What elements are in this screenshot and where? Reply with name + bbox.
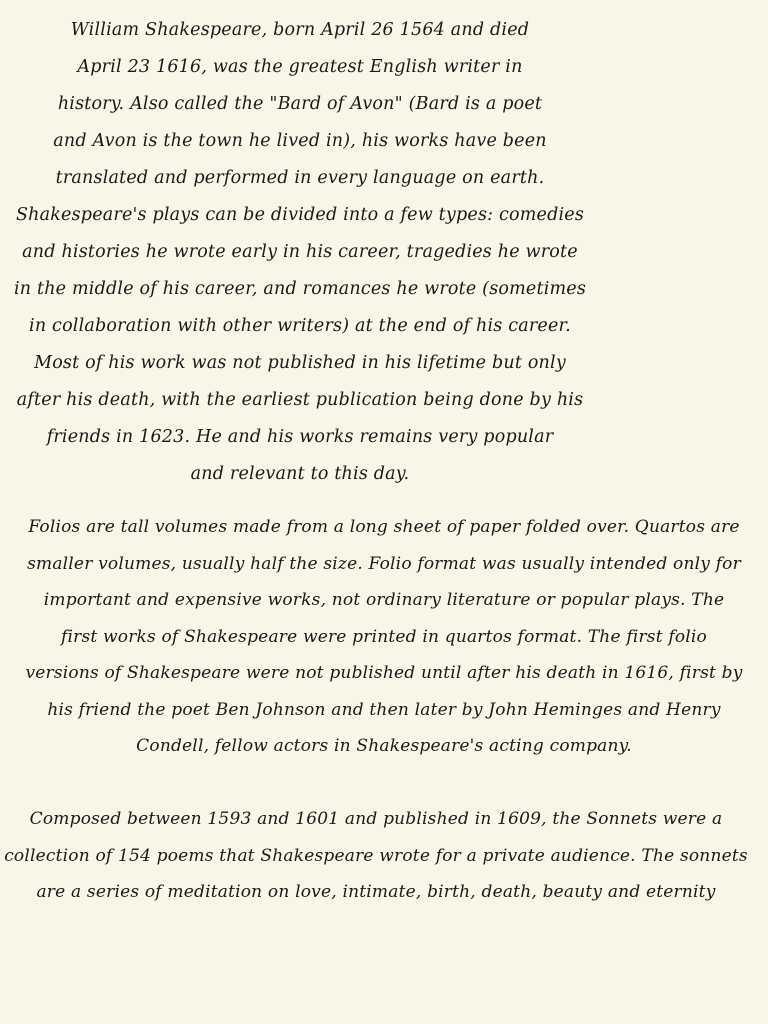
text-line: and histories he wrote early in his career, tragedies he wrote <box>22 242 578 262</box>
text-line: and relevant to this day. <box>190 464 410 484</box>
text-line: Shakespeare's plays can be divided into a few types: comedies <box>15 205 585 225</box>
text-line: first works of Shakespeare were printed in quartos format. The first folio <box>61 626 707 647</box>
paragraph-sonnets <box>0 801 752 911</box>
paragraph-folios-quartos <box>0 509 768 765</box>
text-line: important and expensive works, not ordinary literature or popular plays. The <box>43 590 725 610</box>
text-line: Folios are tall volumes made from a long sheet of paper folded over. Quartos are <box>28 517 740 537</box>
text-line: his friend the poet Ben Johnson and then later by John Heminges and Henry <box>47 699 721 720</box>
text-line: April 23 1616, was the greatest English writer in <box>77 57 523 77</box>
text-line: in collaboration with other writers) at the end of his career. <box>29 316 571 336</box>
text-line: translated and performed in every language on earth. <box>55 168 545 188</box>
text-line: smaller volumes, usually half the size. Folio format was usually intended only for <box>27 553 741 574</box>
text-line: Condell, fellow actors in Shakespeare's acting company. <box>136 736 632 756</box>
text-line: in the middle of his career, and romances he wrote (sometimes <box>13 279 587 299</box>
text-line: Most of his work was not published in his lifetime but only <box>34 353 566 373</box>
paragraph-shakespeare-biography <box>0 12 600 493</box>
text-line: versions of Shakespeare were not published until after his death in 1616, first by <box>25 663 743 683</box>
text-line: William Shakespeare, born April 26 1564 and died <box>70 20 530 40</box>
text-line: are a series of meditation on love, intimate, birth, death, beauty and eternity <box>36 882 716 902</box>
text-line: history. Also called the "Bard of Avon" (Bard is a poet <box>57 94 543 114</box>
text-line: collection of 154 poems that Shakespeare wrote for a private audience. The sonnets <box>4 845 748 866</box>
text-line: friends in 1623. He and his works remains very popular <box>46 427 554 447</box>
text-line: after his death, with the earliest publication being done by his <box>16 390 584 410</box>
text-line: and Avon is the town he lived in), his works have been <box>53 131 547 151</box>
text-line: Composed between 1593 and 1601 and published in 1609, the Sonnets were a <box>29 809 723 829</box>
